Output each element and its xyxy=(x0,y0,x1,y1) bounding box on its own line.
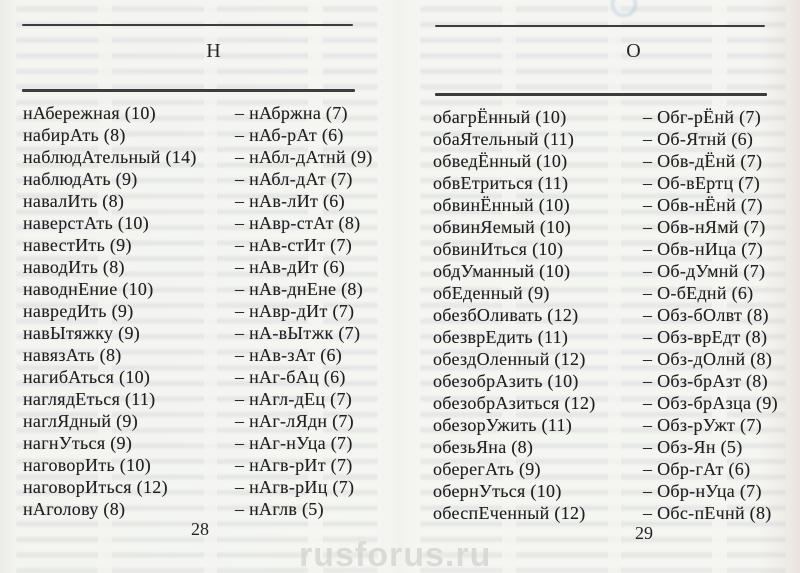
entry-word: навестИть (9) xyxy=(23,235,132,255)
entry-word: наглЯдный (9) xyxy=(23,411,138,431)
entry-abbreviation: – О-бЕднй (6) xyxy=(643,283,754,303)
header-rule-bottom xyxy=(22,89,355,92)
entry-word: наблюдАть (9) xyxy=(23,169,138,189)
page-number: 28 xyxy=(191,519,209,539)
entry-word: нагнУться (9) xyxy=(23,433,133,453)
entry-word: наговорИть (10) xyxy=(23,455,151,475)
dictionary-entry-row xyxy=(0,102,400,124)
entry-abbreviation: – Обв-нИца (7) xyxy=(643,239,764,259)
entry-word: обаЯтельный (11) xyxy=(433,129,575,149)
entry-word: обагрЁнный (10) xyxy=(433,107,567,127)
entry-word: наблюдАтельный (14) xyxy=(23,147,197,167)
entry-abbreviation: – нАвр-стАт (8) xyxy=(235,213,361,233)
entry-abbreviation: – нАв-стИт (7) xyxy=(235,235,353,255)
dictionary-entry-row xyxy=(400,326,800,348)
entry-abbreviation: – Обв-нЁнй (7) xyxy=(643,195,763,215)
dictionary-entry-row xyxy=(0,498,400,520)
dictionary-entry-row xyxy=(0,432,400,454)
dictionary-entry-row xyxy=(0,476,400,498)
dictionary-entry-row xyxy=(400,304,800,326)
entry-abbreviation: – Обв-дЁнй (7) xyxy=(643,151,763,171)
entry-abbreviation: – Обз-брАзца (9) xyxy=(643,393,778,413)
dictionary-entry-row xyxy=(400,414,800,436)
header-rule-top xyxy=(22,24,353,26)
dictionary-entry-row xyxy=(400,348,800,370)
page-header-letter: Н xyxy=(206,40,222,62)
entry-abbreviation: – нАглв (5) xyxy=(235,499,324,519)
entry-word: навязАть (8) xyxy=(23,345,122,365)
dictionary-entry-row xyxy=(0,278,400,300)
entry-abbreviation: – Обз-брАзт (8) xyxy=(643,371,768,391)
dictionary-entry-row xyxy=(0,322,400,344)
dictionary-entry-row xyxy=(400,128,800,150)
dictionary-entry-row xyxy=(400,480,800,502)
entry-word: навЫтяжку (9) xyxy=(23,323,141,343)
entry-word: обезьЯна (8) xyxy=(433,437,534,457)
entry-word: обвинИться (10) xyxy=(433,239,564,259)
entry-word: обвинЯемый (10) xyxy=(433,217,572,237)
entry-list xyxy=(400,106,800,524)
entry-word: оберегАть (9) xyxy=(433,459,541,479)
entry-abbreviation: – нАвр-дИт (7) xyxy=(235,301,355,321)
entry-abbreviation: – Обг-рЁнй (7) xyxy=(643,107,761,127)
entry-abbreviation: – нАг-бАц (6) xyxy=(235,367,346,387)
dictionary-entry-row xyxy=(400,436,800,458)
entry-abbreviation: – Об-Ятнй (6) xyxy=(643,129,754,149)
entry-abbreviation: – нАв-зАт (6) xyxy=(235,345,343,365)
entry-word: обЕденный (9) xyxy=(433,283,550,303)
page-right xyxy=(400,0,800,573)
entry-abbreviation: – нАбл-дАтнй (9) xyxy=(235,147,373,167)
dictionary-entry-row xyxy=(0,212,400,234)
dictionary-entry-row xyxy=(400,172,800,194)
entry-word: обвинЁнный (10) xyxy=(433,195,570,215)
entry-abbreviation: – нАв-лИт (6) xyxy=(235,191,345,211)
entry-word: наводнЕние (10) xyxy=(23,279,154,299)
page-header-letter: О xyxy=(626,40,642,62)
entry-abbreviation: – нАв-дИт (6) xyxy=(235,257,346,277)
entry-word: обдУманный (10) xyxy=(433,261,571,281)
entry-word: обернУться (10) xyxy=(433,481,562,501)
dictionary-entry-row xyxy=(400,502,800,524)
entry-abbreviation: – Об-вЕртц (7) xyxy=(643,173,761,193)
dictionary-entry-row xyxy=(400,458,800,480)
entry-abbreviation: – нАгв-рИт (7) xyxy=(235,455,353,475)
entry-abbreviation: – нА-вЫтжк (7) xyxy=(235,323,361,343)
entry-word: обезврЕдить (11) xyxy=(433,327,569,347)
page-number: 29 xyxy=(635,523,653,543)
entry-word: обезобрАзить (10) xyxy=(433,371,579,391)
dictionary-entry-row xyxy=(0,300,400,322)
entry-word: наводИть (8) xyxy=(23,257,125,277)
entry-word: наглядЕться (11) xyxy=(23,389,156,409)
entry-word: обездОленный (12) xyxy=(433,349,586,369)
entry-word: наверстАть (10) xyxy=(23,213,150,233)
entry-word: обеспЕченный (12) xyxy=(433,503,586,523)
entry-word: обезобрАзиться (12) xyxy=(433,393,596,413)
dictionary-entry-row xyxy=(400,194,800,216)
dictionary-entry-row xyxy=(0,454,400,476)
entry-abbreviation: – нАг-лЯдн (7) xyxy=(235,411,354,431)
dictionary-entry-row xyxy=(400,238,800,260)
entry-word: навредИть (9) xyxy=(23,301,134,321)
watermark: rusforus.ru xyxy=(299,536,492,573)
dictionary-entry-row xyxy=(0,234,400,256)
dictionary-entry-row xyxy=(0,124,400,146)
entry-word: нАголову (8) xyxy=(23,499,126,519)
dictionary-entry-row xyxy=(0,388,400,410)
entry-abbreviation: – Обр-нУца (7) xyxy=(643,481,762,501)
entry-abbreviation: – Обз-рУжт (7) xyxy=(643,415,762,435)
dictionary-entry-row xyxy=(0,168,400,190)
entry-word: нАбережная (10) xyxy=(23,103,156,123)
dictionary-entry-row xyxy=(400,370,800,392)
entry-abbreviation: – Об-дУмнй (7) xyxy=(643,261,766,281)
entry-word: обведЁнный (10) xyxy=(433,151,568,171)
entry-word: обезбОливать (12) xyxy=(433,305,579,325)
dictionary-entry-row xyxy=(0,366,400,388)
entry-abbreviation: – нАб-рАт (6) xyxy=(235,125,344,145)
entry-word: набирАть (8) xyxy=(23,125,126,145)
dictionary-entry-row xyxy=(400,106,800,128)
entry-abbreviation: – нАв-днЕне (8) xyxy=(235,279,364,299)
entry-abbreviation: – нАгв-рИц (7) xyxy=(235,477,355,497)
entry-word: обвЕтриться (11) xyxy=(433,173,569,193)
header-rule-bottom xyxy=(435,93,767,96)
dictionary-entry-row xyxy=(400,216,800,238)
header-rule-top xyxy=(435,25,765,27)
dictionary-entry-row xyxy=(0,146,400,168)
entry-abbreviation: – Обз-Ян (5) xyxy=(643,437,743,457)
entry-abbreviation: – Обс-пЕчнй (8) xyxy=(643,503,772,523)
entry-abbreviation: – Обз-врЕдт (8) xyxy=(643,327,768,347)
entry-word: наговорИться (12) xyxy=(23,477,168,497)
dictionary-entry-row xyxy=(400,392,800,414)
dictionary-entry-row xyxy=(0,256,400,278)
entry-abbreviation: – Обр-гАт (6) xyxy=(643,459,751,479)
entry-abbreviation: – нАбл-дАт (7) xyxy=(235,169,353,189)
dictionary-entry-row xyxy=(0,190,400,212)
entry-abbreviation: – Обв-нЯмй (7) xyxy=(643,217,766,237)
dictionary-entry-row xyxy=(400,282,800,304)
entry-word: навалИть (8) xyxy=(23,191,125,211)
entry-abbreviation: – нАгл-дЕц (7) xyxy=(235,389,353,409)
dictionary-entry-row xyxy=(400,260,800,282)
entry-word: обезорУжить (11) xyxy=(433,415,573,435)
entry-list xyxy=(0,102,400,520)
dictionary-entry-row xyxy=(0,344,400,366)
entry-abbreviation: – Обз-бОлвт (8) xyxy=(643,305,769,325)
entry-abbreviation: – Обз-дОлнй (8) xyxy=(643,349,773,369)
entry-abbreviation: – нАг-нУца (7) xyxy=(235,433,353,453)
entry-abbreviation: – нАбржна (7) xyxy=(235,103,348,123)
dictionary-entry-row xyxy=(400,150,800,172)
entry-word: нагибАться (10) xyxy=(23,367,151,387)
dictionary-entry-row xyxy=(0,410,400,432)
